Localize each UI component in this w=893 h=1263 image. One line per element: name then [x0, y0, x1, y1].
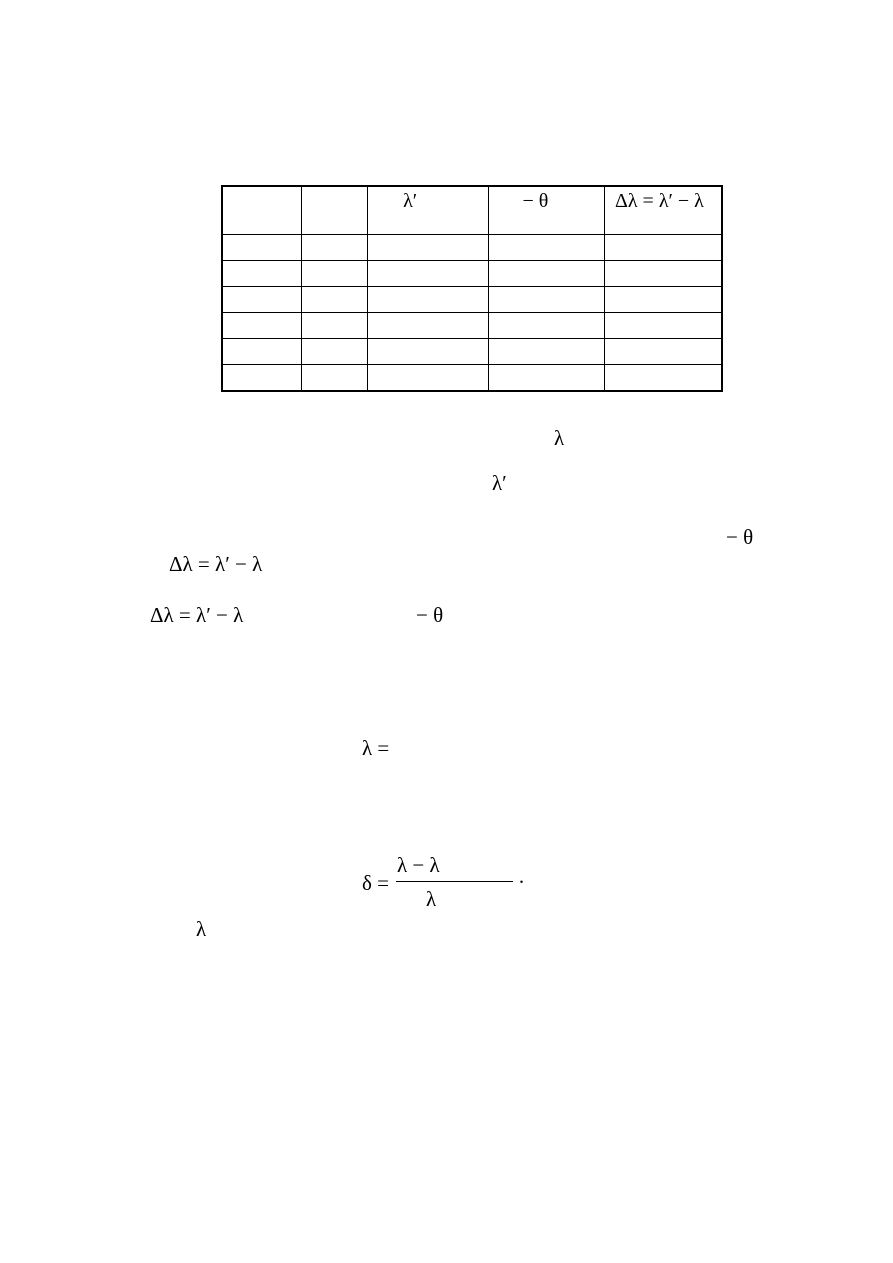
table-cell [368, 287, 488, 313]
formula-lambda-prime: λ′ [492, 471, 507, 495]
table-row [222, 365, 722, 392]
table-cell [604, 235, 722, 261]
formula-denominator: λ [426, 887, 437, 911]
table-cell [301, 235, 367, 261]
table-cell [368, 235, 488, 261]
fraction-bar [396, 881, 513, 882]
formula-lambda: λ [554, 426, 565, 450]
table-cell [222, 365, 301, 392]
header-cell-delta-lambda: Δλ = λ′ − λ [604, 186, 722, 235]
formula-delta-lhs: δ = [362, 871, 389, 895]
table-cell [488, 365, 604, 392]
formula-dot: · [518, 870, 525, 894]
table-row [222, 287, 722, 313]
table-cell [222, 287, 301, 313]
header-cell-lambda-prime: λ′ [368, 186, 488, 235]
table-cell [604, 313, 722, 339]
table-cell [222, 261, 301, 287]
table-cell [488, 287, 604, 313]
table-row [222, 261, 722, 287]
header-cell-2 [301, 186, 367, 235]
table-cell [488, 261, 604, 287]
table-row [222, 313, 722, 339]
data-table [221, 185, 723, 392]
table-header-row [222, 186, 722, 235]
formula-minus-theta: − θ [416, 603, 444, 627]
formula-lambda: λ [196, 917, 207, 941]
table-cell [368, 313, 488, 339]
table-cell [301, 261, 367, 287]
table-cell [222, 313, 301, 339]
table-cell [604, 287, 722, 313]
table-cell [368, 261, 488, 287]
table-cell [368, 339, 488, 365]
table-cell [222, 339, 301, 365]
table-cell [301, 365, 367, 392]
formula-delta-lambda: Δλ = λ′ − λ [169, 552, 263, 576]
table-cell [368, 365, 488, 392]
table-cell [301, 287, 367, 313]
table-cell [488, 235, 604, 261]
table-cell [604, 365, 722, 392]
table-cell [488, 313, 604, 339]
header-cell-1 [222, 186, 301, 235]
formula-minus-theta: − θ [726, 525, 754, 549]
table-cell [301, 313, 367, 339]
header-cell-minus-theta: − θ [488, 186, 604, 235]
table-row [222, 235, 722, 261]
table-cell [222, 235, 301, 261]
table-cell [604, 261, 722, 287]
formula-delta-lambda: Δλ = λ′ − λ [150, 603, 244, 627]
table-cell [301, 339, 367, 365]
table-cell [488, 339, 604, 365]
table-cell [604, 339, 722, 365]
formula-numerator: λ − λ [397, 853, 440, 877]
table-row [222, 339, 722, 365]
formula-lambda-equals: λ = [362, 736, 390, 760]
